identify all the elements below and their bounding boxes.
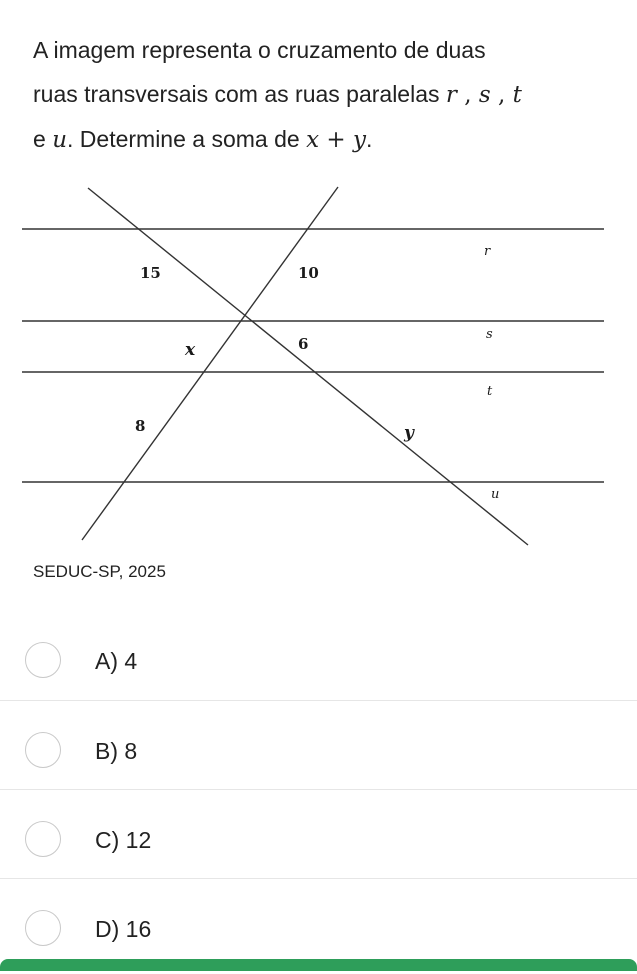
transversal-line-1 xyxy=(88,188,528,545)
math-sep-1: , xyxy=(456,82,479,108)
question-line-1-text: A imagem representa o cruzamento de duas xyxy=(33,37,486,63)
segment-label-x: x xyxy=(185,340,196,360)
line-label-u: u xyxy=(491,487,500,502)
radio-icon[interactable] xyxy=(25,910,61,946)
question-line-3-mid: . Determine a soma de xyxy=(67,126,307,152)
math-plus: + xyxy=(319,127,353,153)
option-b[interactable] xyxy=(0,708,637,796)
radio-icon[interactable] xyxy=(25,642,61,678)
question-line-3-end: . xyxy=(365,126,373,152)
math-var-y: y xyxy=(352,127,366,153)
bottom-accent-bar xyxy=(0,959,637,971)
option-a[interactable] xyxy=(0,618,637,706)
segment-label-10: 10 xyxy=(298,264,319,282)
option-d-label: D) 16 xyxy=(95,916,152,942)
question-line-3-prefix: e xyxy=(33,126,53,152)
segment-label-6: 6 xyxy=(298,335,309,353)
divider xyxy=(0,789,637,790)
math-var-t: t xyxy=(512,82,522,108)
radio-icon[interactable] xyxy=(25,732,61,768)
segment-label-y: y xyxy=(404,423,414,443)
option-c[interactable] xyxy=(0,797,637,885)
segment-label-8: 8 xyxy=(135,417,146,435)
segment-label-15: 15 xyxy=(140,264,161,282)
divider xyxy=(0,878,637,879)
question-text xyxy=(33,28,618,162)
option-a-label: A) 4 xyxy=(95,648,138,674)
math-var-r: r xyxy=(445,82,457,108)
option-b-label: B) 8 xyxy=(95,738,138,764)
option-c-label: C) 12 xyxy=(95,827,152,853)
radio-icon[interactable] xyxy=(25,821,61,857)
divider xyxy=(0,700,637,701)
math-var-s: s xyxy=(478,82,491,108)
question-line-1 xyxy=(33,28,618,72)
source-citation: SEDUC-SP, 2025 xyxy=(33,562,166,581)
math-sep-2: , xyxy=(490,82,513,108)
line-label-r: r xyxy=(484,244,491,259)
math-var-x: x xyxy=(306,127,320,153)
question-line-3 xyxy=(33,117,618,162)
line-label-t: t xyxy=(487,384,493,399)
line-label-s: s xyxy=(486,327,493,342)
question-line-2 xyxy=(33,72,618,117)
transversal-line-2 xyxy=(82,187,338,540)
parallel-lines-figure xyxy=(0,170,637,560)
question-line-2-text: ruas transversais com as ruas paralelas xyxy=(33,81,446,107)
math-var-u: u xyxy=(52,127,68,153)
